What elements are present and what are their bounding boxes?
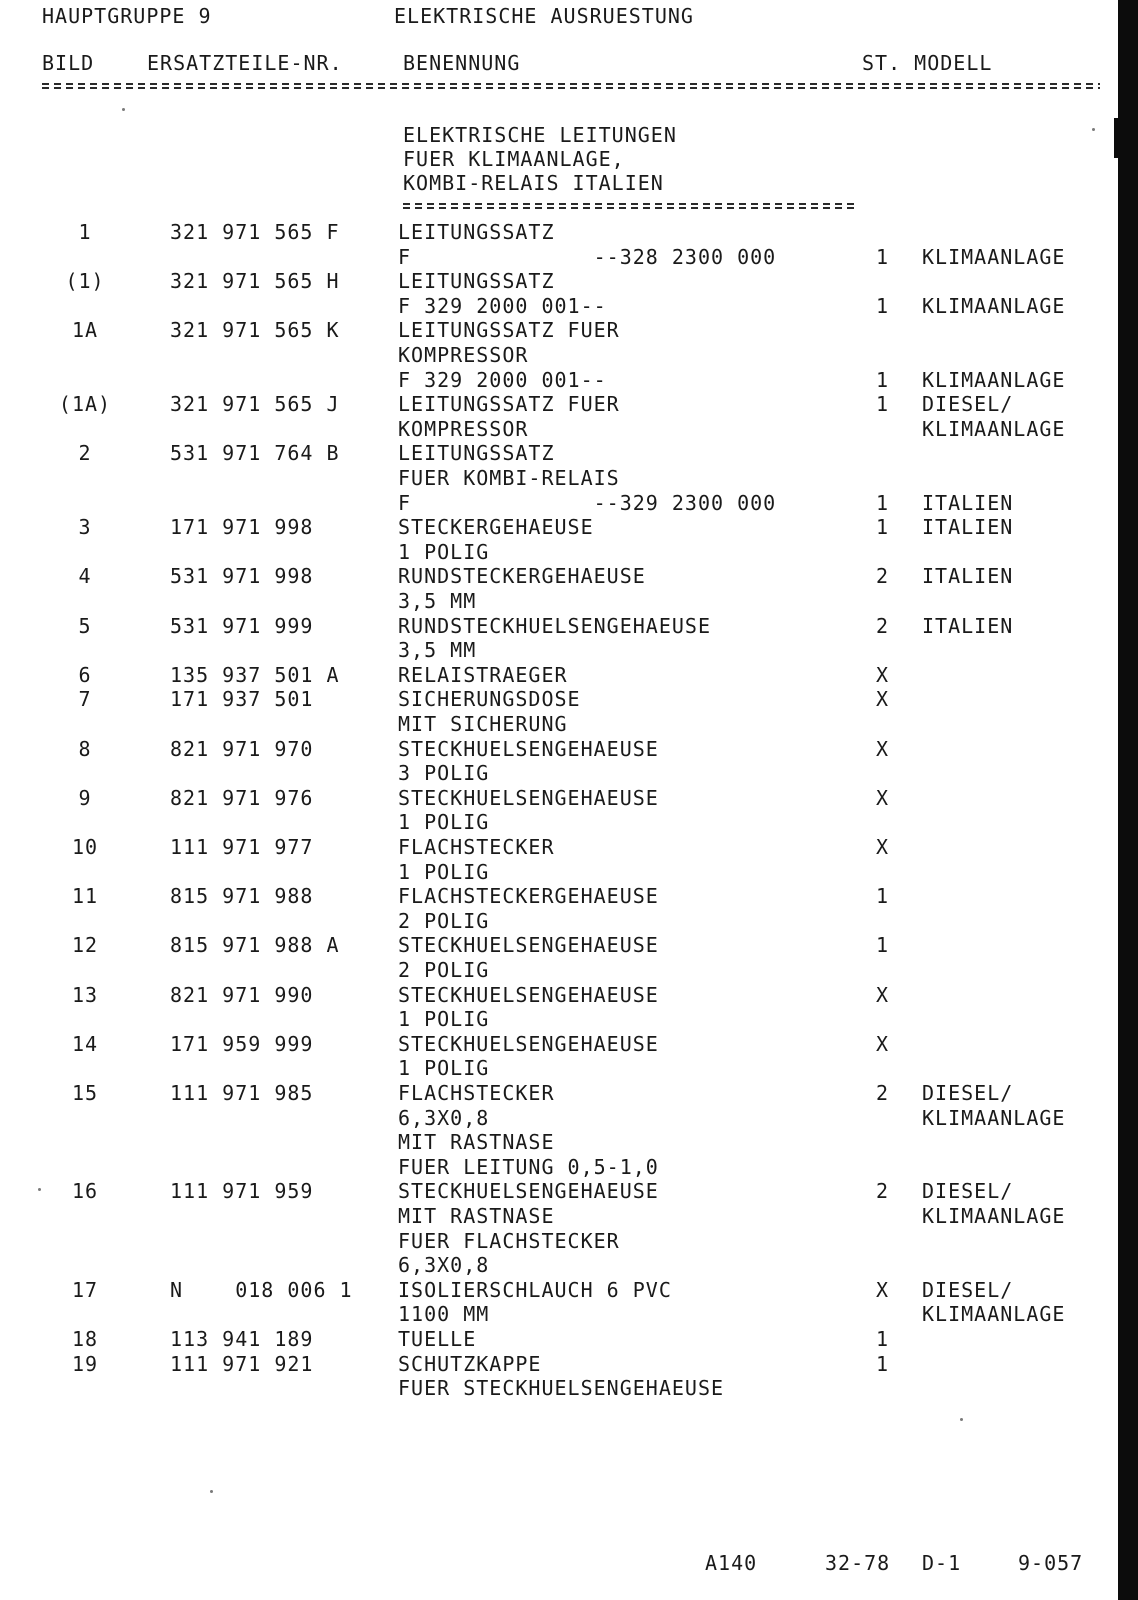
part-number: 111 971 985 <box>170 1081 314 1105</box>
item-description: LEITUNGSSATZ FUER <box>398 392 620 416</box>
column-header-name: BENENNUNG <box>403 51 521 75</box>
item-description: STECKHUELSENGEHAEUSE <box>398 737 659 761</box>
item-description: STECKHUELSENGEHAEUSE <box>398 983 659 1007</box>
item-number: 8 <box>78 737 92 761</box>
column-header-bild: BILD <box>42 51 95 75</box>
item-description: 2 POLIG <box>398 958 490 982</box>
item-description: 1 POLIG <box>398 540 490 564</box>
scan-speck <box>1092 128 1095 131</box>
part-number: 111 971 959 <box>170 1179 314 1203</box>
table-row <box>0 370 1118 392</box>
item-quantity: X <box>876 1278 890 1302</box>
item-model: DIESEL/ <box>922 392 1014 416</box>
scan-edge-notch <box>1114 118 1126 158</box>
table-row <box>0 1108 1118 1130</box>
table-row <box>0 1304 1118 1326</box>
part-number: 171 971 998 <box>170 515 314 539</box>
table-row <box>0 1329 1118 1351</box>
table-row <box>0 640 1118 662</box>
scan-speck <box>38 1188 41 1191</box>
table-row <box>0 443 1118 465</box>
item-number: (1A) <box>58 392 112 416</box>
item-quantity: X <box>876 687 890 711</box>
item-quantity: 1 <box>876 491 890 515</box>
item-quantity: 1 <box>876 884 890 908</box>
item-quantity: 1 <box>876 368 890 392</box>
item-description: 1 POLIG <box>398 1007 490 1031</box>
table-row <box>0 566 1118 588</box>
table-row <box>0 296 1118 318</box>
item-model: DIESEL/ <box>922 1278 1014 1302</box>
item-number: 18 <box>71 1327 99 1351</box>
item-quantity: 1 <box>876 1327 890 1351</box>
part-number: 531 971 998 <box>170 564 314 588</box>
part-number: 111 971 921 <box>170 1352 314 1376</box>
table-row <box>0 837 1118 859</box>
table-row <box>0 345 1118 367</box>
item-description: FLACHSTECKERGEHAEUSE <box>398 884 659 908</box>
item-quantity: 1 <box>876 392 890 416</box>
part-number: 821 971 970 <box>170 737 314 761</box>
header-rule <box>42 83 1100 89</box>
column-header-part-no: ERSATZTEILE-NR. <box>147 51 343 75</box>
table-row <box>0 935 1118 957</box>
section-heading-line-2: FUER KLIMAANLAGE, <box>403 147 625 171</box>
item-model: KLIMAANLAGE <box>922 368 1066 392</box>
table-row <box>0 419 1118 441</box>
item-number: 9 <box>78 786 92 810</box>
table-row <box>0 1255 1118 1277</box>
item-number: 7 <box>78 687 92 711</box>
item-quantity: 1 <box>876 1352 890 1376</box>
item-description: KOMPRESSOR <box>398 417 529 441</box>
part-number: 821 971 976 <box>170 786 314 810</box>
item-description: 3,5 MM <box>398 589 477 613</box>
item-model: KLIMAANLAGE <box>922 1106 1066 1130</box>
item-number: 1 <box>78 220 92 244</box>
item-number: (1) <box>65 269 105 293</box>
item-description: 1 POLIG <box>398 810 490 834</box>
item-description: 1 POLIG <box>398 1056 490 1080</box>
item-quantity: 1 <box>876 933 890 957</box>
item-number: 15 <box>71 1081 99 1105</box>
item-quantity: 2 <box>876 1179 890 1203</box>
table-row <box>0 1157 1118 1179</box>
part-number: N 018 006 1 <box>170 1278 353 1302</box>
item-quantity: X <box>876 737 890 761</box>
item-description: FUER LEITUNG 0,5-1,0 <box>398 1155 659 1179</box>
item-description: TUELLE <box>398 1327 477 1351</box>
table-row <box>0 1354 1118 1376</box>
item-number: 6 <box>78 663 92 687</box>
item-quantity: X <box>876 835 890 859</box>
item-model: KLIMAANLAGE <box>922 294 1066 318</box>
item-number: 14 <box>71 1032 99 1056</box>
table-row <box>0 1009 1118 1031</box>
table-row <box>0 886 1118 908</box>
item-model: KLIMAANLAGE <box>922 245 1066 269</box>
item-description: FUER STECKHUELSENGEHAEUSE <box>398 1376 725 1400</box>
item-description: F --329 2300 000 <box>398 491 777 515</box>
item-description: LEITUNGSSATZ FUER <box>398 318 620 342</box>
table-row <box>0 320 1118 342</box>
item-description: STECKHUELSENGEHAEUSE <box>398 933 659 957</box>
item-description: LEITUNGSSATZ <box>398 269 555 293</box>
part-number: 321 971 565 J <box>170 392 340 416</box>
item-description: SCHUTZKAPPE <box>398 1352 542 1376</box>
table-row <box>0 689 1118 711</box>
table-row <box>0 911 1118 933</box>
item-quantity: X <box>876 983 890 1007</box>
table-row <box>0 222 1118 244</box>
part-number: 321 971 565 F <box>170 220 340 244</box>
item-description: SICHERUNGSDOSE <box>398 687 581 711</box>
part-number: 821 971 990 <box>170 983 314 1007</box>
table-row <box>0 1058 1118 1080</box>
scan-speck <box>960 1418 963 1421</box>
item-description: 3,5 MM <box>398 638 477 662</box>
scan-speck <box>210 1490 213 1493</box>
table-row <box>0 763 1118 785</box>
item-description: MIT RASTNASE <box>398 1204 555 1228</box>
item-description: 1100 MM <box>398 1302 490 1326</box>
part-number: 531 971 764 B <box>170 441 340 465</box>
item-description: MIT SICHERUNG <box>398 712 568 736</box>
item-model: DIESEL/ <box>922 1179 1014 1203</box>
item-number: 5 <box>78 614 92 638</box>
table-row <box>0 468 1118 490</box>
item-quantity: X <box>876 1032 890 1056</box>
part-number: 135 937 501 A <box>170 663 340 687</box>
scan-edge-rail <box>1118 0 1138 1600</box>
table-row <box>0 616 1118 638</box>
item-description: 6,3X0,8 <box>398 1106 490 1130</box>
table-row <box>0 542 1118 564</box>
table-row <box>0 1181 1118 1203</box>
item-number: 13 <box>71 983 99 1007</box>
item-description: RUNDSTECKERGEHAEUSE <box>398 564 646 588</box>
table-row <box>0 960 1118 982</box>
item-description: FUER FLACHSTECKER <box>398 1229 620 1253</box>
table-row <box>0 985 1118 1007</box>
item-number: 12 <box>71 933 99 957</box>
item-description: LEITUNGSSATZ <box>398 441 555 465</box>
footer-code-date: 32-78 <box>825 1551 891 1575</box>
part-number: 171 959 999 <box>170 1032 314 1056</box>
table-row <box>0 1083 1118 1105</box>
item-description: 2 POLIG <box>398 909 490 933</box>
page-title: ELEKTRISCHE AUSRUESTUNG <box>394 4 694 28</box>
item-model: DIESEL/ <box>922 1081 1014 1105</box>
item-description: 1 POLIG <box>398 860 490 884</box>
table-row <box>0 1280 1118 1302</box>
table-row <box>0 1231 1118 1253</box>
item-description: LEITUNGSSATZ <box>398 220 555 244</box>
item-number: 17 <box>71 1278 99 1302</box>
footer-code-d1: D-1 <box>922 1551 962 1575</box>
item-number: 3 <box>78 515 92 539</box>
table-row <box>0 591 1118 613</box>
item-description: FLACHSTECKER <box>398 835 555 859</box>
table-row <box>0 394 1118 416</box>
table-row <box>0 271 1118 293</box>
part-number: 321 971 565 H <box>170 269 340 293</box>
item-description: STECKHUELSENGEHAEUSE <box>398 1179 659 1203</box>
section-heading-line-1: ELEKTRISCHE LEITUNGEN <box>403 123 677 147</box>
item-number: 2 <box>78 441 92 465</box>
item-description: FUER KOMBI-RELAIS <box>398 466 620 490</box>
item-model: ITALIEN <box>922 515 1014 539</box>
item-model: KLIMAANLAGE <box>922 1302 1066 1326</box>
footer-page-number: 9-057 <box>1018 1551 1084 1575</box>
part-number: 531 971 999 <box>170 614 314 638</box>
item-description: 6,3X0,8 <box>398 1253 490 1277</box>
item-number: 16 <box>71 1179 99 1203</box>
table-row <box>0 1206 1118 1228</box>
item-description: FLACHSTECKER <box>398 1081 555 1105</box>
item-number: 1A <box>71 318 99 342</box>
item-quantity: 2 <box>876 1081 890 1105</box>
item-number: 19 <box>71 1352 99 1376</box>
part-number: 113 941 189 <box>170 1327 314 1351</box>
group-heading: HAUPTGRUPPE 9 <box>42 4 212 28</box>
footer-code-a140: A140 <box>705 1551 758 1575</box>
item-number: 4 <box>78 564 92 588</box>
item-description: RUNDSTECKHUELSENGEHAEUSE <box>398 614 711 638</box>
table-row <box>0 665 1118 687</box>
part-number: 321 971 565 K <box>170 318 340 342</box>
item-description: STECKERGEHAEUSE <box>398 515 594 539</box>
table-row <box>0 788 1118 810</box>
table-row <box>0 247 1118 269</box>
item-model: ITALIEN <box>922 491 1014 515</box>
part-number: 815 971 988 <box>170 884 314 908</box>
item-description: F 329 2000 001-- <box>398 368 607 392</box>
part-number: 171 937 501 <box>170 687 314 711</box>
item-description: KOMPRESSOR <box>398 343 529 367</box>
item-description: 3 POLIG <box>398 761 490 785</box>
item-quantity: 1 <box>876 245 890 269</box>
table-row <box>0 493 1118 515</box>
item-quantity: X <box>876 786 890 810</box>
item-description: MIT RASTNASE <box>398 1130 555 1154</box>
table-row <box>0 739 1118 761</box>
item-description: ISOLIERSCHLAUCH 6 PVC <box>398 1278 672 1302</box>
scan-speck <box>122 108 125 111</box>
section-rule <box>403 203 855 209</box>
item-quantity: X <box>876 663 890 687</box>
table-row <box>0 1378 1118 1400</box>
table-row <box>0 812 1118 834</box>
table-row <box>0 862 1118 884</box>
item-quantity: 2 <box>876 564 890 588</box>
item-description: STECKHUELSENGEHAEUSE <box>398 1032 659 1056</box>
section-heading-line-3: KOMBI-RELAIS ITALIEN <box>403 171 664 195</box>
item-number: 11 <box>71 884 99 908</box>
item-description: RELAISTRAEGER <box>398 663 568 687</box>
item-quantity: 1 <box>876 294 890 318</box>
part-number: 111 971 977 <box>170 835 314 859</box>
table-row <box>0 1034 1118 1056</box>
item-quantity: 2 <box>876 614 890 638</box>
item-description: F 329 2000 001-- <box>398 294 607 318</box>
column-header-qty-model: ST. MODELL <box>862 51 993 75</box>
item-description: STECKHUELSENGEHAEUSE <box>398 786 659 810</box>
table-row <box>0 714 1118 736</box>
item-model: KLIMAANLAGE <box>922 1204 1066 1228</box>
item-description: F --328 2300 000 <box>398 245 777 269</box>
item-model: ITALIEN <box>922 614 1014 638</box>
table-row <box>0 517 1118 539</box>
item-model: KLIMAANLAGE <box>922 417 1066 441</box>
item-quantity: 1 <box>876 515 890 539</box>
item-model: ITALIEN <box>922 564 1014 588</box>
table-row <box>0 1132 1118 1154</box>
item-number: 10 <box>71 835 99 859</box>
part-number: 815 971 988 A <box>170 933 340 957</box>
